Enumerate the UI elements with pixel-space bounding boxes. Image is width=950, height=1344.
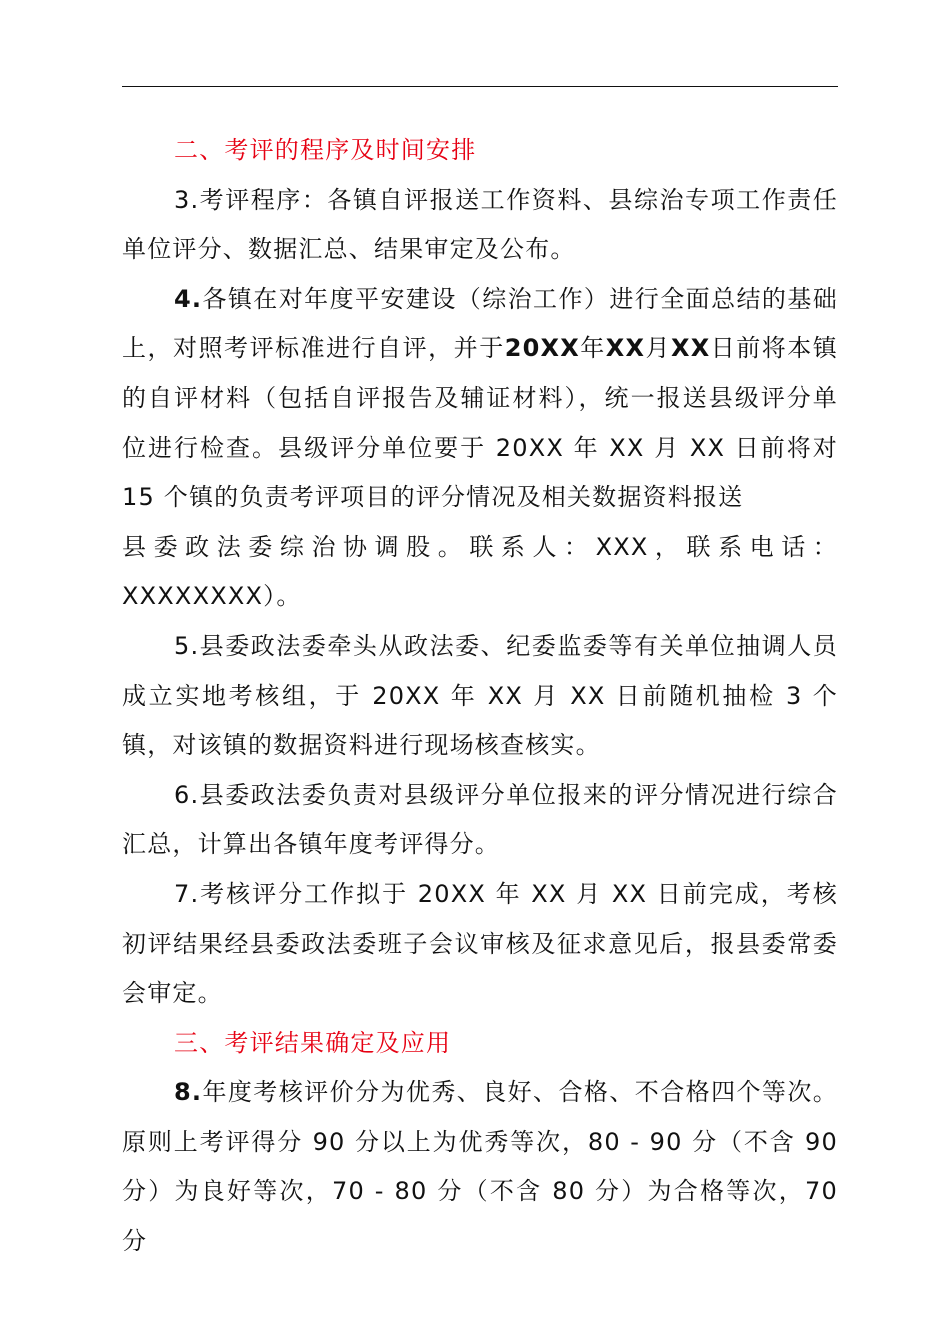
paragraph-4-body: 4.各镇在对年度平安建设（综治工作）进行全面总结的基础上，对照考评标准进行自评，并于20XX年XX月XX日前将本镇的自评材料（包括自评报告及辅证材料），统一报送县级评分单位进行检查。县级评分单位要于 20XX 年 XX 月 XX 日前将对 15 个镇的负责考评项目的评分情况及相关数据资料报送: [122, 284, 839, 512]
paragraph-4-number: 4.: [174, 284, 203, 313]
paragraph-4-contact-line: 县委政法委综治协调股。联系人：XXX，联系电话：: [122, 532, 838, 561]
paragraph-5: 5.县委政法委牵头从政法委、纪委监委等有关单位抽调人员成立实地考核组，于 20XX 年 XX 月 XX 日前随机抽检 3 个镇，对该镇的数据资料进行现场核查核实。: [122, 631, 838, 760]
paragraph-4-end: XXXXXXXX）。: [122, 582, 302, 611]
paragraph-8: 8.年度考核评价分为优秀、良好、合格、不合格四个等次。原则上考评得分 90 分以上为优秀等次，80 - 90 分（不含 90 分）为良好等次，70 - 80 分（不含 80 分）为合格等次，70 分: [122, 1078, 838, 1256]
paragraph-7: 7.考核评分工作拟于 20XX 年 XX 月 XX 日前完成，考核初评结果经县委政法委班子会议审核及征求意见后，报县委常委会审定。: [122, 879, 838, 1008]
paragraph-4: [122, 275, 838, 622]
paragraph-8-number: 8.: [174, 1078, 203, 1107]
header-rule: [122, 86, 838, 87]
paragraph-6: 6.县委政法委负责对县级评分单位报来的评分情况进行综合汇总，计算出各镇年度考评得分。: [122, 780, 838, 859]
paragraph-3: 3.考评程序：各镇自评报送工作资料、县综治专项工作责任单位评分、数据汇总、结果审定及公布。: [122, 185, 838, 264]
section-heading-results: 三、考评结果确定及应用: [174, 1028, 452, 1057]
document-body: [122, 126, 838, 1267]
section-heading-procedure: 二、考评的程序及时间安排: [174, 136, 477, 164]
